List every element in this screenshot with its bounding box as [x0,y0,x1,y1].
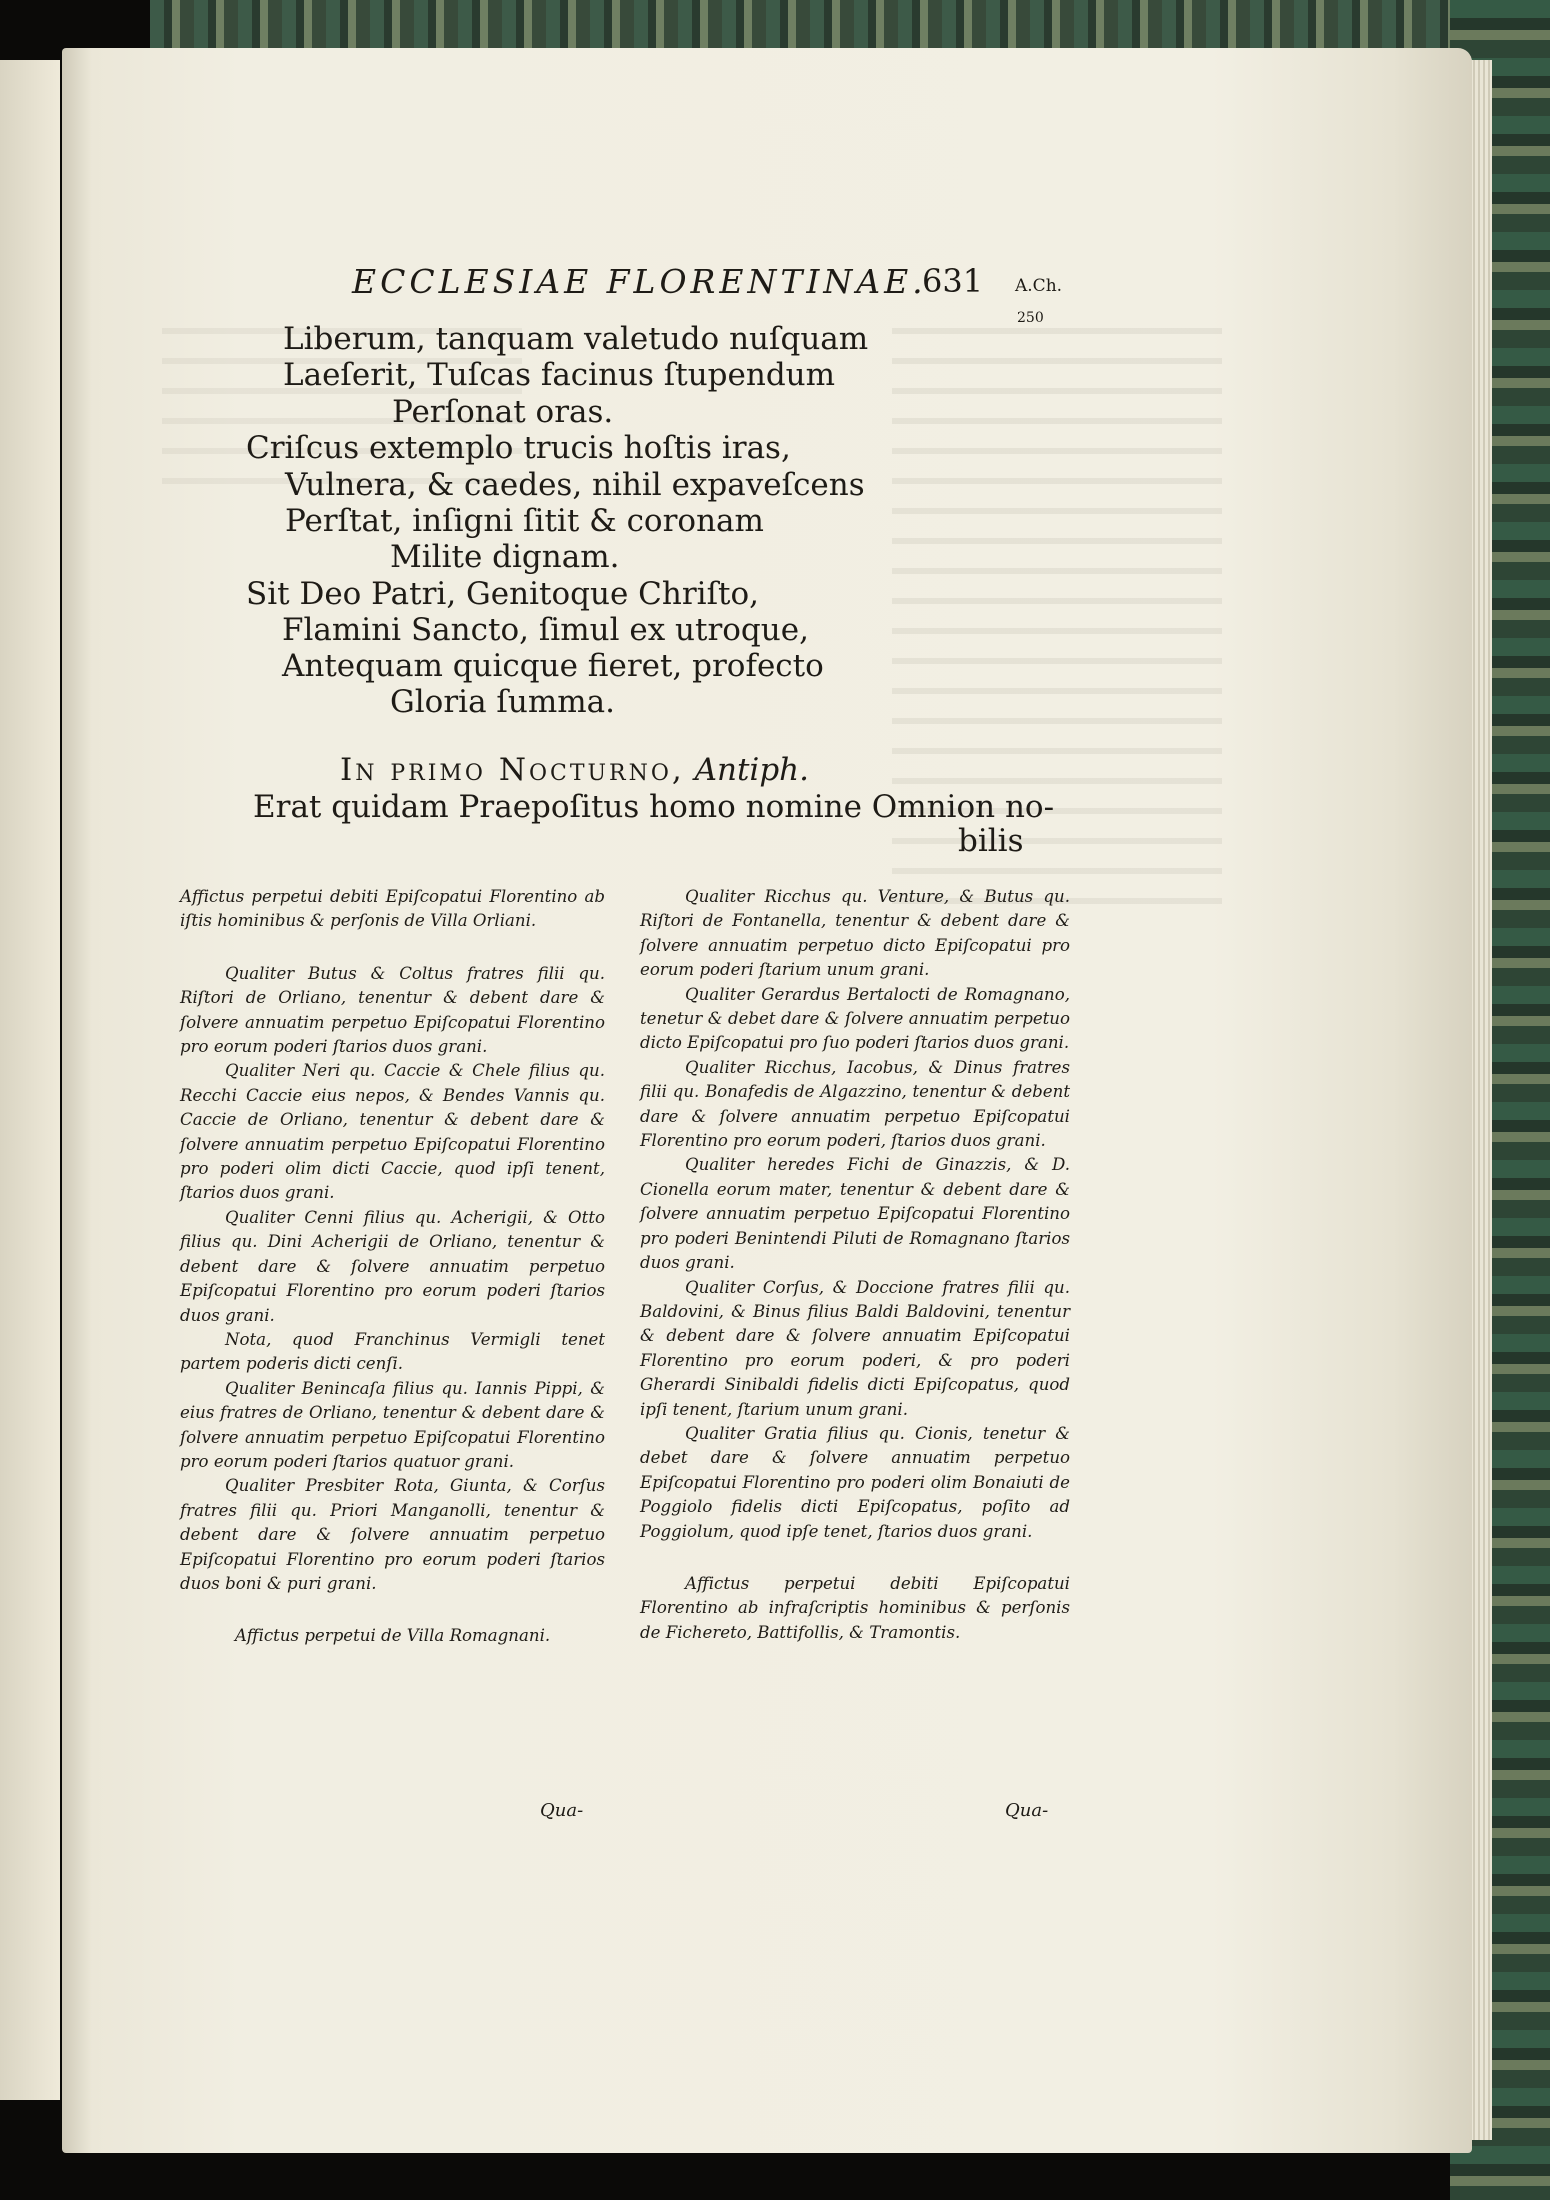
hymn-line: Laeſerit, Tuſcas facinus ſtupendum [283,357,836,393]
hymn-line: Vulnera, & caedes, nihil expaveſcens [285,467,865,503]
entry-paragraph: Qualiter Ricchus, Iacobus, & Dinus fratres filii qu. Bonafedis de Algazzino, tenentur & debent dare & ſolvere annuatim perpetuo Epiſcopatui Florentino pro eorum poderi, ſtarios duos grani. [640,1057,1070,1151]
hymn-line: Milite dignam. [390,539,620,575]
entry-paragraph: Qualiter Corſus, & Doccione fratres filii qu. Baldovini, & Binus filius Baldi Baldovini, tenentur & debent dare & ſolvere annuatim Epiſcopatui Florentino pro eorum poderi, & pro poderi Gherardi Sinibaldi fidelis dicti Epiſcopatus, quod ipſi tenent, ſtarium unum grani. [640,1277,1070,1419]
catchword-left: Qua- [540,1800,584,1821]
entry-paragraph: Qualiter Presbiter Rota, Giunta, & Corſus fratres filii qu. Priori Manganolli, tenentur & debent dare & ſolvere annuatim perpetuo Epiſcopatui Florentino pro eorum poderi ſtarios duos boni & puri grani. [180,1476,605,1593]
hymn-line: Liberum, tanquam valetudo nuſquam [283,321,869,357]
antiphon-label: Antiph. [694,752,809,788]
page-number: 631 [922,262,984,300]
right-column [640,885,1070,1645]
entry-paragraph: Qualiter Neri qu. Caccie & Chele filius qu. Recchi Caccie eius nepos, & Bendes Vannis qu. Caccie de Orliano, tenentur & debent dare & ſolvere annuatim perpetuo Epiſcopatui Florentino pro poderi olim dicti Caccie, quod ipſi tenent, ſtarios duos grani. [180,1061,605,1203]
entry-paragraph: Qualiter Gratia filius qu. Cionis, tenetur & debet dare & ſolvere annuatim perpetuo Epiſcopatui Florentino pro poderi olim Bonaiuti de Poggiolo fidelis dicti Epiſcopatus, poſito ad Poggiolum, quod ipſe tenet, ſtarios duos grani. [640,1423,1070,1541]
facing-page-edge [0,60,60,2100]
nocturn-title: In primo Nocturno, [340,752,685,788]
left-intro: Affictus perpetui debiti Epiſcopatui Florentino ab iſtis hominibus & perſonis de Villa Orliani. [180,887,605,931]
hymn-line: Perſtat, inſigni ſitit & coronam [285,503,764,539]
antiphon-line: Erat quidam Praepoſitus homo nomine Omnion no- [253,789,1055,825]
catchword-right: Qua- [1005,1800,1049,1821]
hymn-line: Perſonat oras. [392,394,614,430]
entry-paragraph: Qualiter Butus & Coltus fratres filii qu. Riſtori de Orliano, tenentur & debent dare & ſolvere annuatim perpetuo Epiſcopatui Florentino pro eorum poderi ſtarios duos grani. [180,963,605,1057]
running-title: ECCLESIAE FLORENTINAE. [352,262,927,301]
show-through [892,328,1222,928]
entry-paragraph: Qualiter Benincaſa filius qu. Iannis Pippi, & eius fratres de Orliano, tenentur & debent dare & ſolvere annuatim perpetuo Epiſcopatui Florentino pro eorum poderi ſtarios quatuor grani. [180,1378,605,1471]
right-section-heading: Affictus perpetui debiti Epiſcopatui Florentino ab infraſcriptis hominibus & perſonis de Fichereto, Battifollis, & Tramontis. [640,1573,1070,1642]
nocturn-heading [340,752,809,788]
hymn-line: Criſcus extemplo trucis hoſtis iras, [246,430,791,466]
hymn-line: Antequam quicque fieret, profecto [282,648,824,684]
hymn-line: Sit Deo Patri, Genitoque Chriſto, [246,576,760,612]
antiphon-line: bilis [958,823,1024,859]
entry-paragraph: Qualiter Ricchus qu. Venture, & Butus qu. Riſtori de Fontanella, tenentur & debent dare & ſolvere annuatim perpetuo dicto Epiſcopatui pro eorum poderi ſtarium unum grani. [640,887,1070,980]
margin-year: 250 [1017,310,1044,326]
hymn-line: Flamini Sancto, ſimul ex utroque, [282,612,809,648]
margin-note: A.Ch. [1015,276,1063,296]
entry-paragraph: Qualiter heredes Fichi de Ginazzis, & D. Cionella eorum mater, tenentur & debent dare & ſolvere annuatim perpetuo Epiſcopatui Florentino pro poderi Benintendi Piluti de Romagnano ſtarios duos grani. [640,1155,1070,1273]
entry-paragraph: Qualiter Gerardus Bertalocti de Romagnano, tenetur & debet dare & ſolvere annuatim perpetuo dicto Epiſcopatui pro ſuo poderi ſtarios duos grani. [640,984,1070,1053]
hymn-line: Gloria ſumma. [390,684,615,720]
entry-paragraph: Qualiter Cenni filius qu. Acherigii, & Otto filius qu. Dini Acherigii de Orliano, tenentur & debent dare & ſolvere annuatim perpetuo Epiſcopatui Florentino pro eorum poderi ſtarios duos grani. [180,1207,605,1325]
left-column [180,885,605,1649]
note-paragraph: Nota, quod Franchinus Vermigli tenet partem poderis dicti cenſi. [180,1329,605,1374]
left-section-heading: Affictus perpetui de Villa Romagnani. [234,1626,551,1646]
